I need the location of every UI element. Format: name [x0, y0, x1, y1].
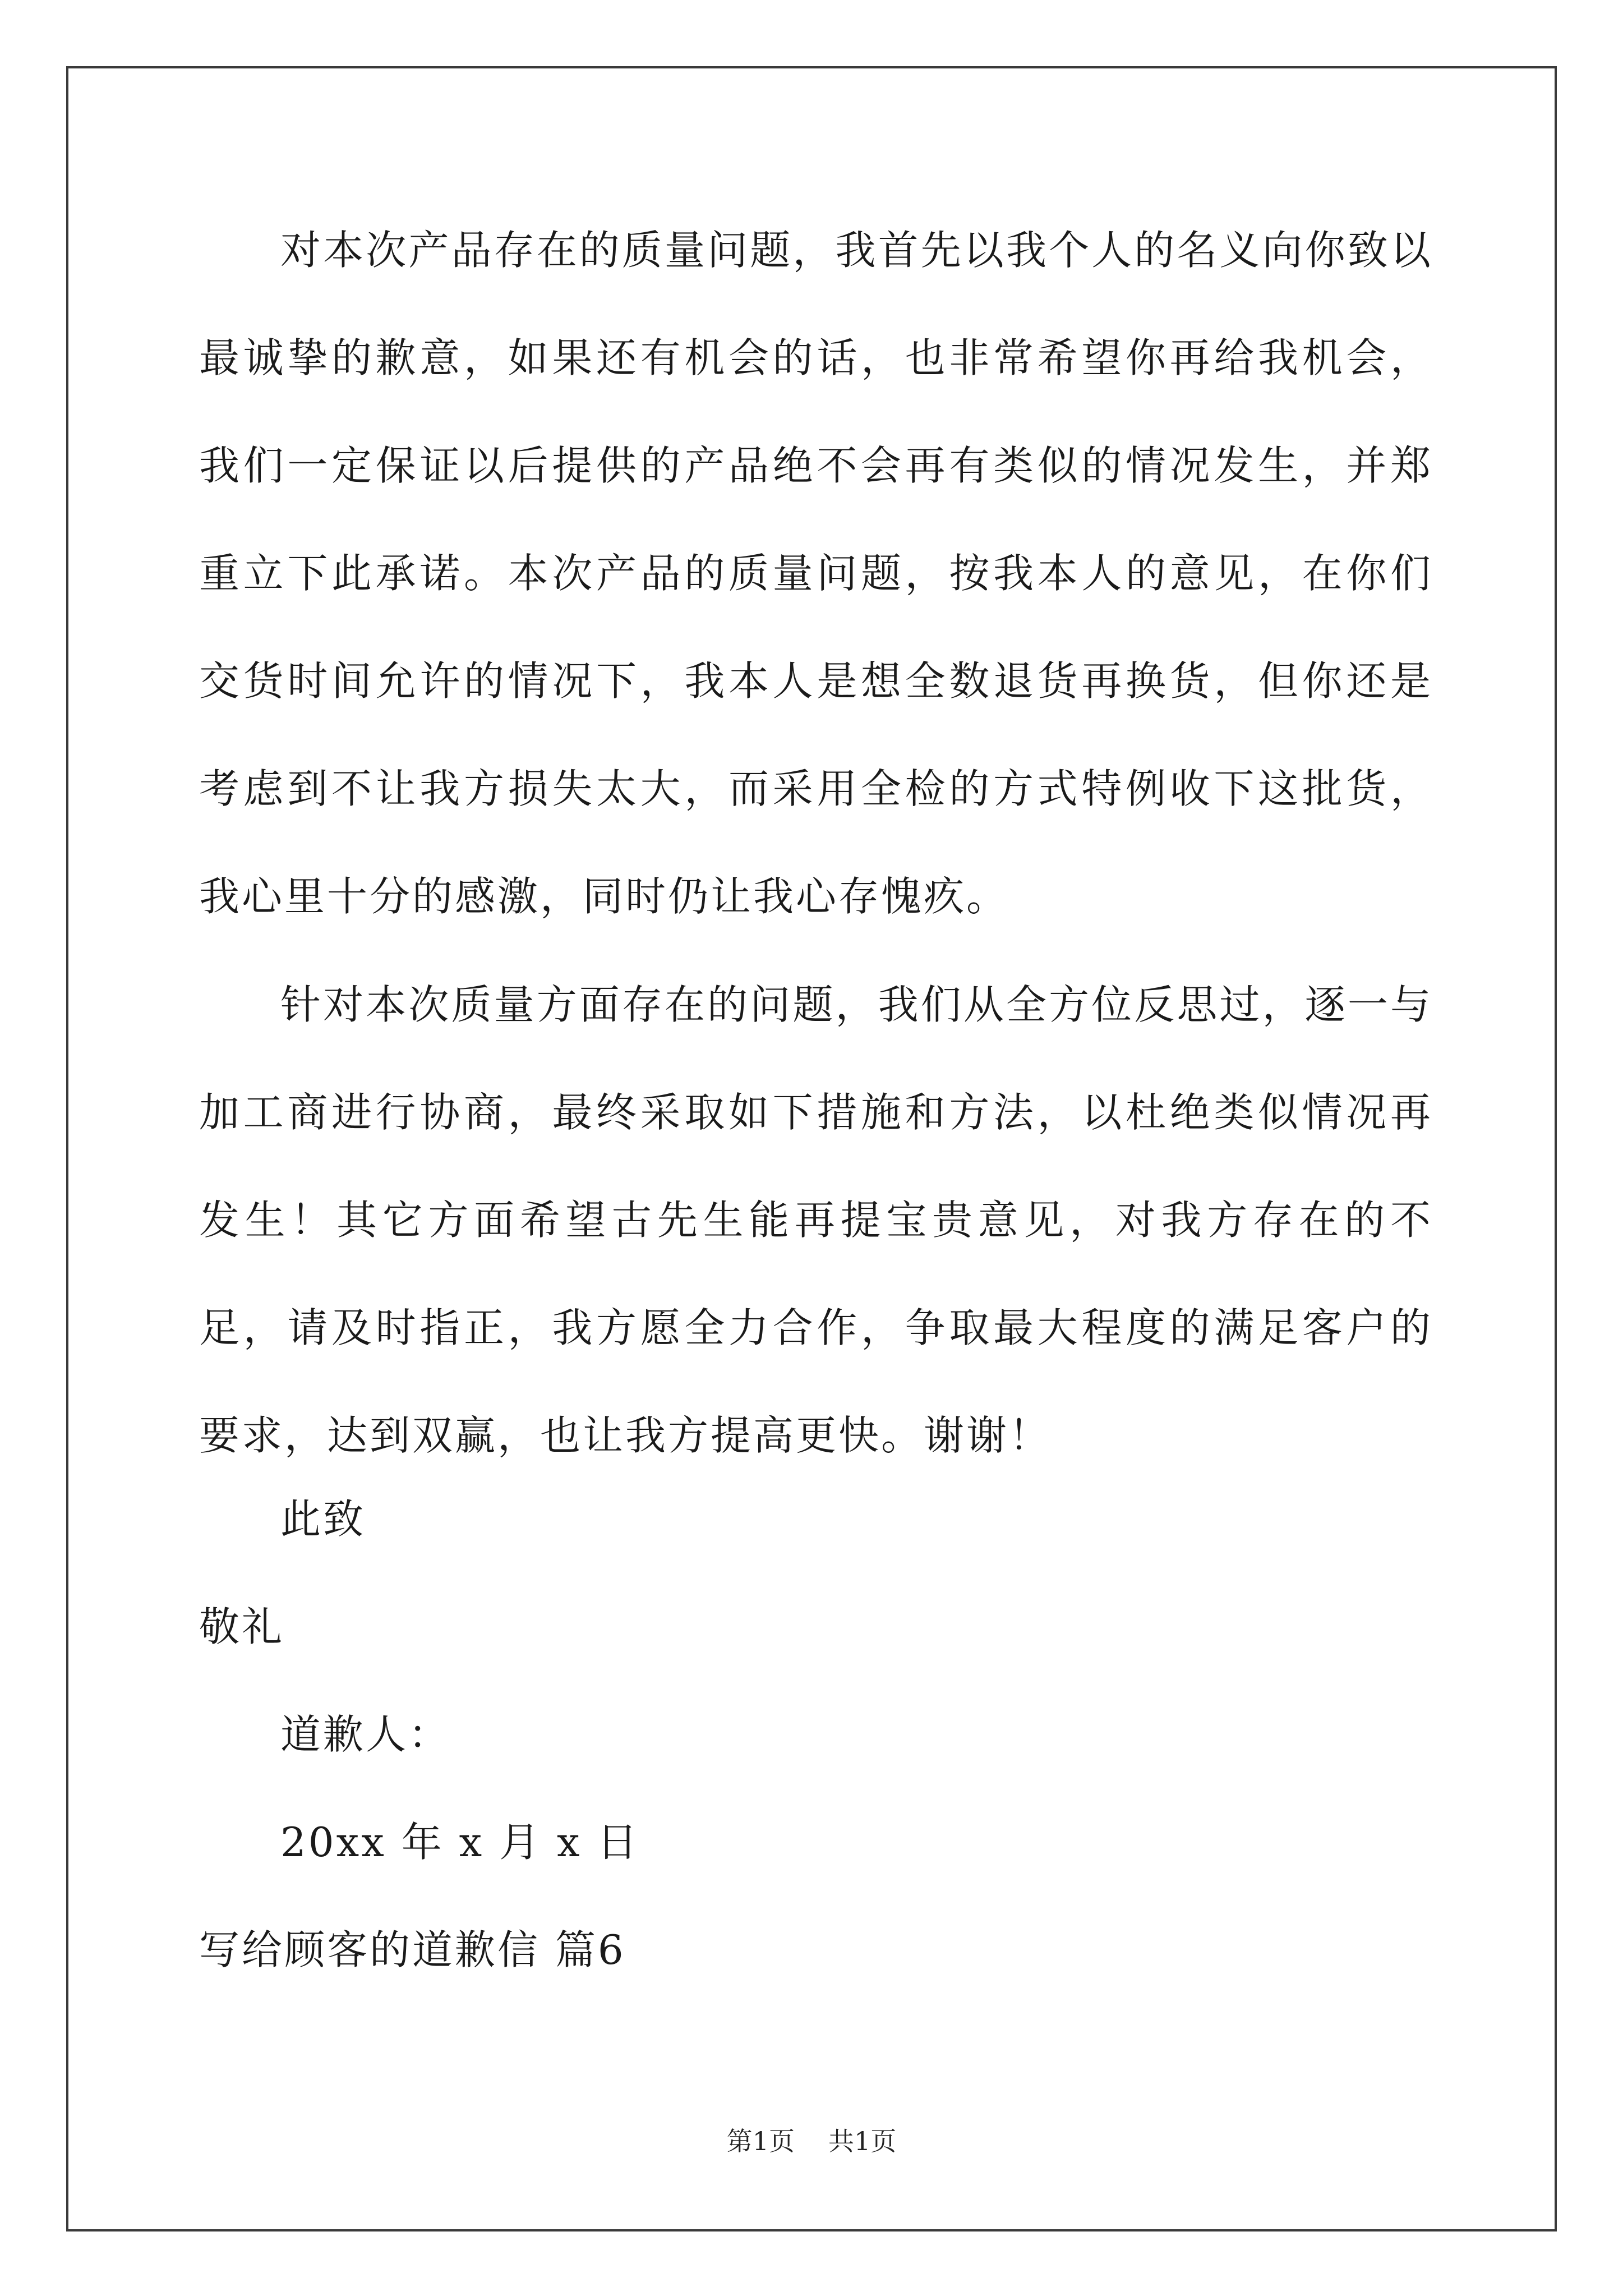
paragraph-2: 针对本次质量方面存在的问题，我们从全方位反思过，逐一与加工商进行协商，最终采取如下措施和方法，以杜绝类似情况再发生！其它方面希望古先生能再提宝贵意见，对我方存在的不足，请及时指正，我方愿全力合作，争取最大程度的满足客户的要求，达到双赢，也让我方提高更快。谢谢！ [199, 981, 1433, 1459]
section-heading: 写给顾客的道歉信 篇6 [199, 1926, 626, 1973]
signer-label: 道歉人： [280, 1711, 451, 1758]
date-line: 20xx 年 x 月 x 日 [280, 1819, 640, 1866]
page-number-current: 第1页 [726, 2126, 795, 2156]
page-number-total: 共1页 [828, 2126, 897, 2156]
closing-line: 此致 [280, 1496, 366, 1543]
paragraph-1: 对本次产品存在的质量问题，我首先以我个人的名义向你致以最诚挚的歉意，如果还有机会的话，也非常希望你再给我机会，我们一定保证以后提供的产品绝不会再有类似的情况发生，并郑重立下此承诺。本次产品的质量问题，按我本人的意见，在你们交货时间允许的情况下，我本人是想全数退货再换货，但你还是考虑到不让我方损失太大，而采用全检的方式特例收下这批货，我心里十分的感激，同时仍让我心存愧疚。 [199, 227, 1433, 920]
salutation-line: 敬礼 [199, 1603, 285, 1650]
page-footer [0, 2124, 1623, 2158]
